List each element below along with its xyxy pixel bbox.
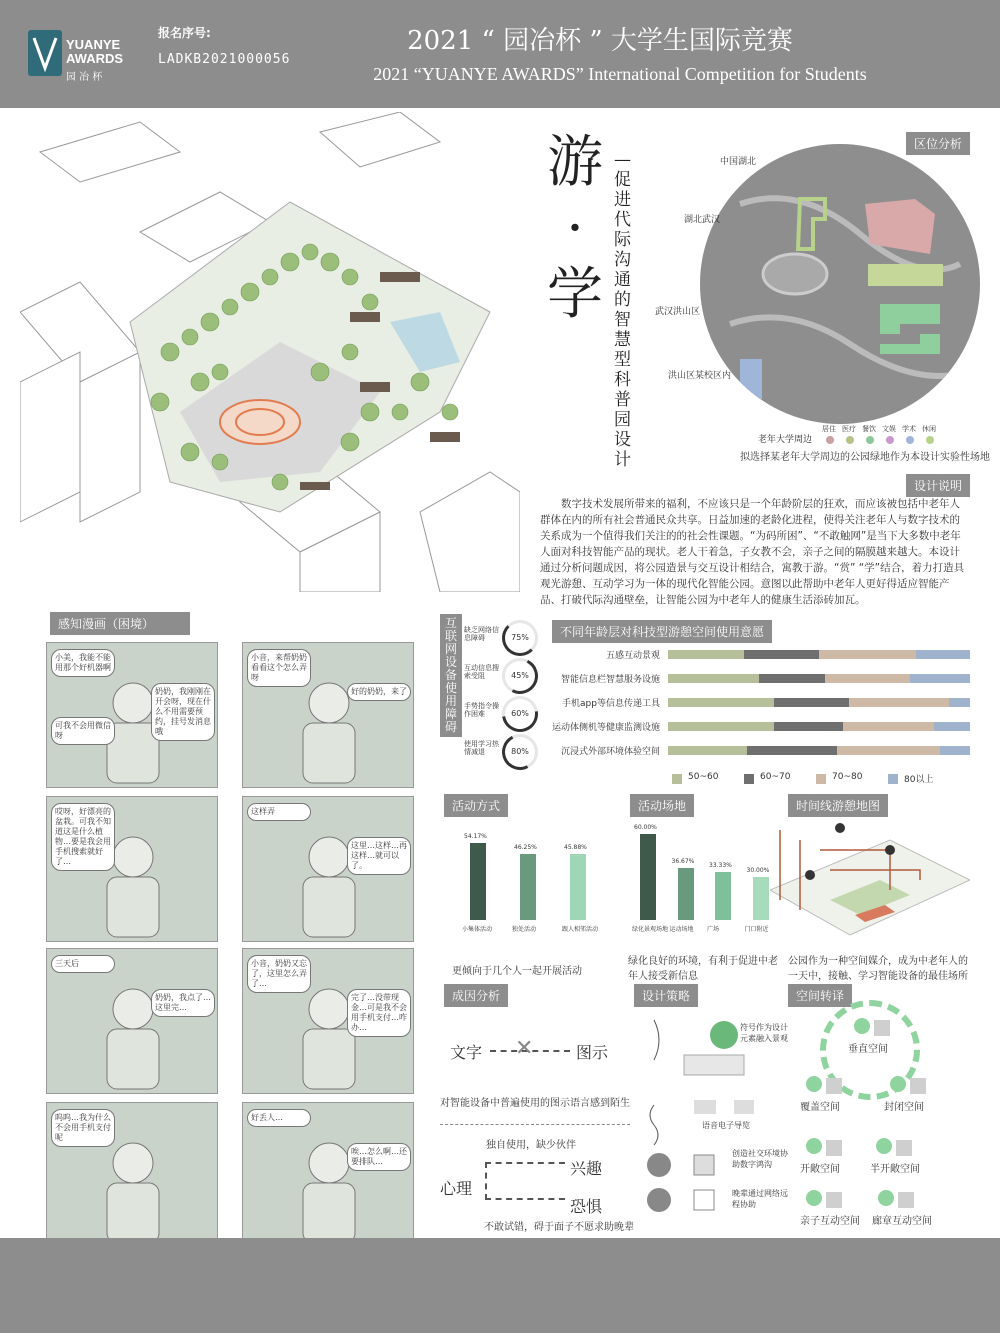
bar-value-label: 54.17% xyxy=(464,832,487,840)
speech-bubble: 好的奶奶，来了 xyxy=(347,683,411,701)
age-segment xyxy=(916,650,970,659)
bar-category-label: 门口附近 xyxy=(744,926,769,933)
transform-label: 半开敞空间 xyxy=(870,1164,920,1175)
barrier-item-label: 使用学习热情减退 xyxy=(464,740,499,756)
aerial-view xyxy=(20,112,520,592)
comic-panel xyxy=(46,642,218,788)
age-segment xyxy=(774,722,843,731)
title-en: 2021 “YUANYE AWARDS” International Competition for Students xyxy=(373,64,867,84)
speech-bubble: 唉…怎么啊…还要排队… xyxy=(347,1143,411,1171)
reg-label: 报名序号: xyxy=(158,26,211,40)
comic-panel xyxy=(46,796,218,942)
bar xyxy=(520,854,536,920)
bar-value-label: 60.00% xyxy=(634,824,657,832)
bar-value-label: 33.33% xyxy=(709,862,732,870)
age-segment xyxy=(849,698,949,707)
loc-label-1: 中国湖北 xyxy=(720,157,757,167)
transform-label: 覆盖空间 xyxy=(800,1102,840,1113)
speech-bubble: 这样弄 xyxy=(247,803,311,821)
age-segment xyxy=(819,650,916,659)
comic-panel xyxy=(242,1102,414,1248)
speech-bubble: 小音，来帮奶奶看看这个怎么弄呀 xyxy=(247,649,311,687)
header-bar xyxy=(0,0,1000,108)
loc-label-4: 洪山区某校区内 xyxy=(668,371,732,381)
transform-label: 亲子互动空间 xyxy=(800,1216,860,1227)
legend-dot xyxy=(886,436,894,444)
age-segment xyxy=(668,746,747,755)
age-segment xyxy=(744,650,820,659)
legend-dot xyxy=(846,436,854,444)
age-segment xyxy=(934,722,970,731)
age-segment xyxy=(668,674,759,683)
transform-label: 廊章互动空间 xyxy=(872,1216,932,1227)
cause-bracket xyxy=(485,1162,565,1200)
age-row-label: 运动体侧机等健康监测设施 xyxy=(551,723,660,733)
speech-bubble: 呜呜…我为什么不会用手机支付呢 xyxy=(51,1109,115,1147)
age-segment xyxy=(825,674,910,683)
cause-left: 文字 xyxy=(450,1043,483,1062)
age-legend-swatch xyxy=(744,774,754,784)
activity-caption: 更倾向于几个人一起开展活动 xyxy=(452,966,582,977)
reg-number: LADKB2021000056 xyxy=(158,52,291,67)
project-title: 游·学 xyxy=(547,130,603,327)
comic-panel xyxy=(242,796,414,942)
age-segment xyxy=(668,722,774,731)
age-stack-row xyxy=(668,722,970,731)
bar-category-label: 运动场地 xyxy=(669,926,694,933)
venue-caption: 绿化良好的环境，有利于促进中老年人接受新信息 xyxy=(628,956,778,982)
age-segment xyxy=(668,698,774,707)
legend-label: 居住 xyxy=(822,425,836,433)
age-segment xyxy=(843,722,934,731)
age-legend-label: 70~80 xyxy=(832,772,863,782)
age-legend-swatch xyxy=(888,774,898,784)
barrier-ring-value: 75% xyxy=(511,633,529,642)
speech-bubble: 小音，奶奶又忘了，这里怎么弄了… xyxy=(247,955,311,993)
design-note-tag: 设计说明 xyxy=(906,474,970,497)
barrier-item-label: 缺乏网络信息障碍 xyxy=(464,626,499,642)
timeline-caption: 公园作为一种空间媒介，成为中老年人的一天中，接触、学习智能设备的最佳场所 xyxy=(788,956,968,982)
speech-bubble: 可我不会用微信呀 xyxy=(51,717,115,745)
age-segment xyxy=(910,674,970,683)
location-tag: 区位分析 xyxy=(906,132,970,155)
comic-panel xyxy=(46,948,218,1094)
transform-icon xyxy=(800,1188,848,1210)
cause-psych: 心理 xyxy=(440,1179,473,1198)
transform-label: 封闭空间 xyxy=(884,1102,924,1113)
legend-label: 文娱 xyxy=(882,425,896,433)
speech-bubble: 奶奶，我刚刚在开会呀，现在什么不用需要预约，挂号发消息哦 xyxy=(151,683,215,741)
strategy-item-1: 符号作为设计元素融入景观 xyxy=(740,1023,788,1043)
timeline-map xyxy=(770,820,970,945)
legend-dot xyxy=(866,436,874,444)
barrier-label: 互联网设备使用障碍 xyxy=(440,614,462,737)
transform-tag: 空间转译 xyxy=(788,984,852,1007)
age-legend-swatch xyxy=(672,774,682,784)
location-caption: 拟选择某老年大学周边的公园绿地作为本设计实验性场地 xyxy=(740,452,990,463)
age-row-label: 沉浸式外部环境体验空间 xyxy=(560,747,660,757)
age-segment xyxy=(747,746,838,755)
bar xyxy=(570,854,586,920)
loc-label-3: 武汉洪山区 xyxy=(655,307,701,317)
footer-bar xyxy=(0,1238,1000,1333)
project-subtitle: —促进代际沟通的智慧型科普园设计 xyxy=(614,150,631,470)
speech-bubble: 好丢人… xyxy=(247,1109,311,1127)
legend-label: 休闲 xyxy=(922,425,936,433)
strategy-tag: 设计策略 xyxy=(634,984,698,1007)
age-legend-label: 60~70 xyxy=(760,772,791,782)
age-legend-label: 80以上 xyxy=(904,775,934,785)
cause-fear: 恐惧 xyxy=(570,1197,603,1216)
transform-icon xyxy=(848,1016,896,1038)
cause-note-top: 独自使用，缺少伙伴 xyxy=(486,1140,576,1151)
age-legend-swatch xyxy=(816,774,826,784)
speech-bubble: 完了…没带现金…可是我不会用手机支付…咋办… xyxy=(347,989,411,1037)
age-row-label: 五感互动景观 xyxy=(605,651,660,661)
bar-value-label: 45.88% xyxy=(564,844,587,852)
barrier-ring-value: 80% xyxy=(511,747,529,756)
barrier-item-label: 互动信息搜索受阻 xyxy=(464,664,499,680)
location-map xyxy=(700,144,980,424)
activity-chart xyxy=(460,820,610,940)
cause-interest: 兴趣 xyxy=(570,1159,603,1178)
age-stack-row xyxy=(668,746,970,755)
bar-category-label: 独处活动 xyxy=(512,926,537,933)
age-segment xyxy=(759,674,825,683)
strategy-item-3: 创造社交环境协助数字鸿沟 xyxy=(732,1149,788,1169)
legend-label: 学术 xyxy=(902,425,916,433)
bar xyxy=(753,877,769,920)
logo-text: YUANYE AWARDS xyxy=(66,37,124,66)
cause-caption: 对智能设备中普遍使用的图示语言感到陌生 xyxy=(440,1098,630,1109)
speech-bubble: 哎呀，好漂亮的盆栽。可我不知道这是什么植物…要是我会用手机搜索就好了… xyxy=(51,803,115,871)
comic-panel xyxy=(242,948,414,1094)
transform-icon xyxy=(870,1136,918,1158)
activity-tag: 活动方式 xyxy=(444,794,508,817)
transform-icon xyxy=(800,1136,848,1158)
timeline-tag: 时间线游憩地图 xyxy=(788,794,888,817)
barrier-ring-value: 45% xyxy=(511,671,529,680)
legend-dot xyxy=(906,436,914,444)
comic-panel xyxy=(242,642,414,788)
speech-bubble: 三天后 xyxy=(51,955,115,973)
bar xyxy=(640,834,656,920)
bar-value-label: 46.25% xyxy=(514,843,537,851)
bar-value-label: 36.67% xyxy=(671,857,695,865)
bar xyxy=(678,868,694,920)
transform-icon xyxy=(884,1074,932,1096)
legend-dot xyxy=(926,436,934,444)
cause-right: 图示 xyxy=(576,1043,609,1062)
age-segment xyxy=(940,746,970,755)
legend-label: 餐饮 xyxy=(862,425,876,433)
bar-category-label: 广场 xyxy=(707,926,720,933)
bar-category-label: 跟人相邻活动 xyxy=(562,926,599,933)
age-segment xyxy=(949,698,970,707)
transform-icon xyxy=(872,1188,920,1210)
bar-value-label: 30.00% xyxy=(746,867,770,875)
speech-bubble: 这里…这样…再这样…就可以了。 xyxy=(347,837,411,875)
venue-chart xyxy=(630,820,780,940)
barrier-ring-value: 60% xyxy=(511,709,529,718)
legend-label: 医疗 xyxy=(842,425,856,433)
strategy-item-4: 晚辈通过网络远程协助 xyxy=(732,1189,788,1209)
cause-divider xyxy=(440,1124,630,1125)
age-stack-row xyxy=(668,698,970,707)
bar xyxy=(715,872,731,920)
age-stack-row xyxy=(668,650,970,659)
cause-note-bottom: 不敢试错，碍于面子不愿求助晚辈 xyxy=(484,1222,634,1233)
age-stack-row xyxy=(668,674,970,683)
cause-tag: 成因分析 xyxy=(444,984,508,1007)
loc-label-2: 湖北武汉 xyxy=(684,215,721,225)
age-segment xyxy=(668,650,744,659)
bar xyxy=(470,843,486,920)
title-cn: 2021 “ 园冶杯 ” 大学生国际竞赛 xyxy=(407,26,793,56)
transform-icon xyxy=(800,1074,848,1096)
bar-category-label: 小集体活动 xyxy=(462,926,493,933)
strategy-item-2: 语音电子导览 xyxy=(702,1121,750,1130)
age-segment xyxy=(774,698,850,707)
age-row-label: 智能信息栏智慧服务设施 xyxy=(560,675,660,685)
speech-bubble: 奶奶，我点了…这里完… xyxy=(151,989,215,1017)
venue-tag: 活动场地 xyxy=(630,794,694,817)
cause-cross-icon: ✕ xyxy=(515,1036,534,1061)
logo-icon xyxy=(28,30,62,76)
age-row-label: 手机app等信息传递工具 xyxy=(562,699,660,709)
barrier-item-label: 手势指令操作困难 xyxy=(464,702,499,718)
bar-category-label: 绿化景观场地 xyxy=(632,926,669,933)
transform-label: 垂直空间 xyxy=(848,1044,888,1055)
design-note-text: 数字技术发展所带来的福利，不应该只是一个年龄阶层的狂欢，而应该被包括中老年人群体在内的所有社会普通民众共享。日益加速的老龄化进程，使得关注老年人与数字技术的关系成为一个值得我们关注的的社会性课题。“为码所困”、“不敢触网”是当下大多数中老年人面对科技智能产品的现状。老人干着急，子女教不会，亲子之间的隔膜越来越大。本设计通过分析问题成因，将公园造景与交互设计相结合，寓教于游。“赏” “学”结合，着力打造具观光游憩、互动学习为一体的现代化智能公园。意图以此帮助中老年人更好得适应智能产品、打破代际沟通壁垒，让智能公园为中老年人的健康生活添砖加瓦。 xyxy=(540,498,965,606)
age-segment xyxy=(837,746,940,755)
transform-label: 开敞空间 xyxy=(800,1164,840,1175)
comic-tag: 感知漫画（困境） xyxy=(50,612,190,635)
loc-inner-label: 老年大学周边 xyxy=(758,435,813,445)
comic-panel xyxy=(46,1102,218,1248)
logo-sub: 园 冶 杯 xyxy=(66,72,103,83)
speech-bubble: 小美，我能不能用那个好机器啊 xyxy=(51,649,115,677)
legend-dot xyxy=(826,436,834,444)
age-legend-label: 50~60 xyxy=(688,772,719,782)
age-chart-tag: 不同年龄层对科技型游憩空间使用意愿 xyxy=(552,620,772,643)
